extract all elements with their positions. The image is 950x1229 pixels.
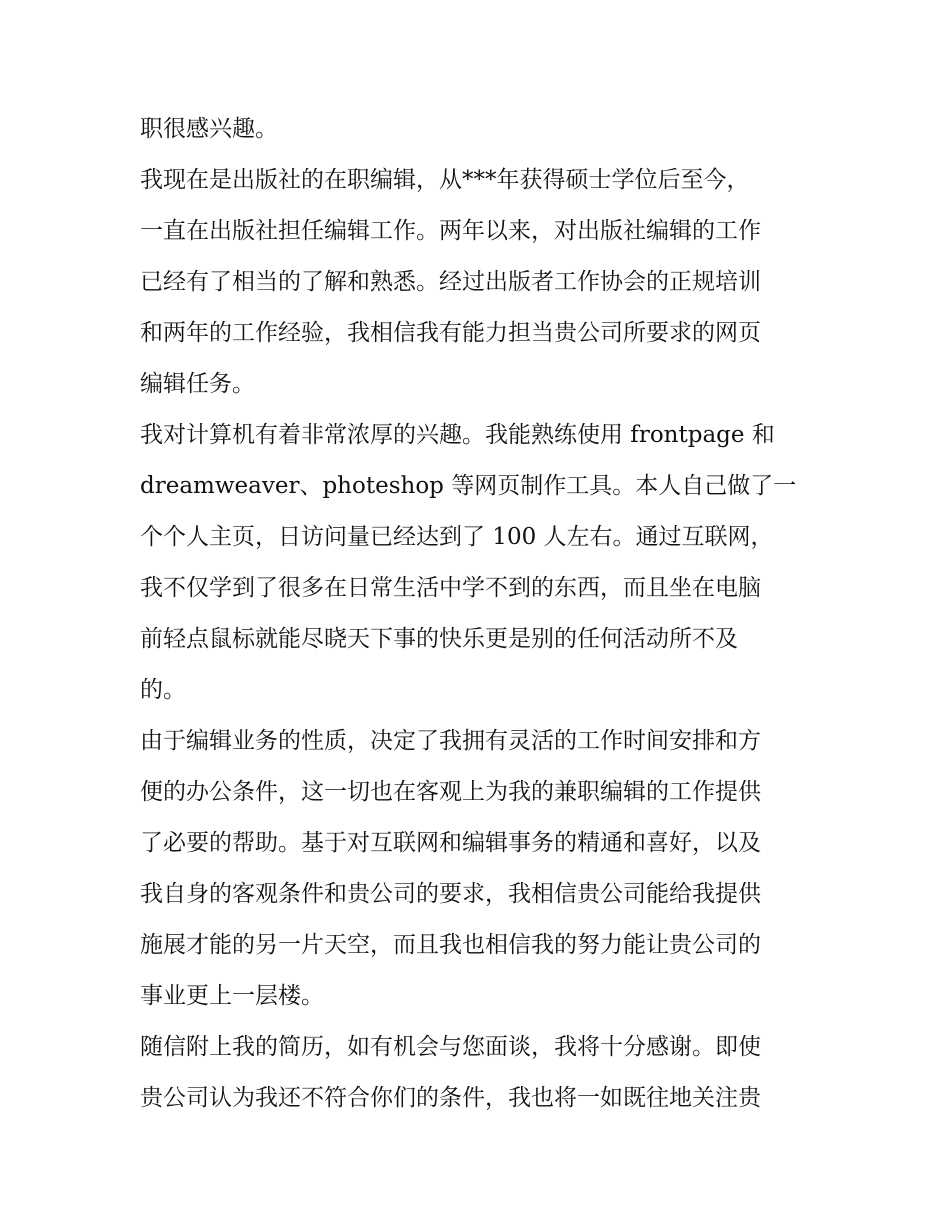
letter-body — [140, 104, 820, 1124]
text-line: 由于编辑业务的性质，决定了我拥有灵活的工作时间安排和方 — [140, 728, 761, 754]
text-line: 的。 — [140, 677, 186, 703]
text-line: 职很感兴趣。 — [140, 116, 278, 142]
text-line: 和两年的工作经验，我相信我有能力担当贵公司所要求的网页 — [140, 320, 761, 346]
text-line: 施展才能的另一片天空，而且我也相信我的努力能让贵公司的 — [140, 932, 761, 958]
text-line: 我对计算机有着非常浓厚的兴趣。我能熟练使用 frontpage 和 — [140, 422, 775, 448]
text-line: dreamweaver、photeshop 等网页制作工具。本人自己做了一 — [140, 473, 797, 499]
text-line: 前轻点鼠标就能尽晓天下事的快乐更是别的任何活动所不及 — [140, 626, 738, 652]
text-line: 我不仅学到了很多在日常生活中学不到的东西，而且坐在电脑 — [140, 575, 761, 601]
text-line: 个个人主页，日访问量已经达到了 100 人左右。通过互联网， — [140, 524, 774, 550]
text-line: 已经有了相当的了解和熟悉。经过出版者工作协会的正规培训 — [140, 269, 761, 295]
text-line: 了必要的帮助。基于对互联网和编辑事务的精通和喜好，以及 — [140, 830, 761, 856]
text-line: 一直在出版社担任编辑工作。两年以来，对出版社编辑的工作 — [140, 218, 761, 244]
text-line: 便的办公条件，这一切也在客观上为我的兼职编辑的工作提供 — [140, 779, 761, 805]
text-line: 我现在是出版社的在职编辑，从***年获得硕士学位后至今， — [140, 167, 750, 193]
text-line: 事业更上一层楼。 — [140, 983, 324, 1009]
text-line: 贵公司认为我还不符合你们的条件，我也将一如既往地关注贵 — [140, 1085, 761, 1111]
text-line: 随信附上我的简历，如有机会与您面谈，我将十分感谢。即使 — [140, 1034, 761, 1060]
text-line: 我自身的客观条件和贵公司的要求，我相信贵公司能给我提供 — [140, 881, 761, 907]
text-line: 编辑任务。 — [140, 371, 255, 397]
